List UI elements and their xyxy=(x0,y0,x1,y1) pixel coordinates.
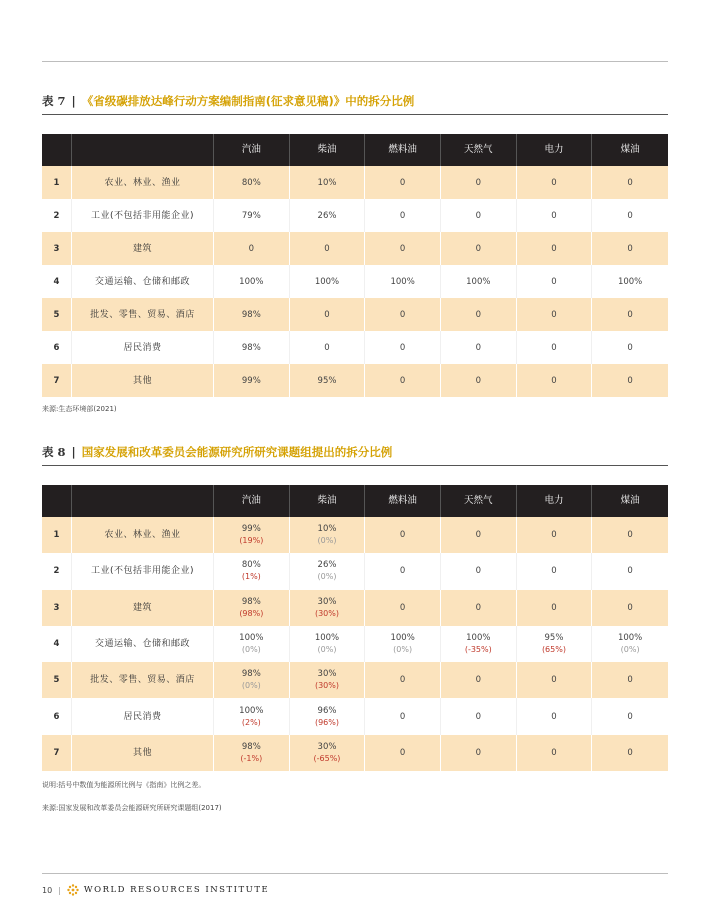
footer xyxy=(42,883,269,897)
cell-value: 0 xyxy=(551,243,557,254)
column-header: 柴油 xyxy=(290,485,366,517)
table8-note: 说明:括号中数值为能源所比例与《指南》比例之差。 xyxy=(42,781,206,789)
row-index: 2 xyxy=(42,553,72,589)
cell-difference: (1%) xyxy=(241,572,261,582)
value-cell xyxy=(365,553,441,589)
value-cell xyxy=(517,626,593,662)
cell-value: 98% xyxy=(241,741,261,752)
table-header-row xyxy=(42,485,668,517)
cell-value: 0 xyxy=(475,747,481,758)
column-header: 煤油 xyxy=(620,144,640,155)
value-cell xyxy=(441,298,517,331)
table7-caption xyxy=(42,93,414,109)
value-cell xyxy=(365,735,441,771)
value-cell xyxy=(214,735,290,771)
row-index: 5 xyxy=(42,662,72,698)
value-cell xyxy=(290,590,366,626)
header-sector-cell xyxy=(72,485,214,517)
table8-title: 国家发展和改革委员会能源研究所研究课题组提出的拆分比例 xyxy=(81,445,393,459)
cell-difference: (-35%) xyxy=(464,645,492,655)
cell-value: 0 xyxy=(551,276,557,287)
cell-difference: (0%) xyxy=(241,645,261,655)
value-cell xyxy=(290,232,366,265)
table-row xyxy=(42,662,668,698)
page-number: 10 xyxy=(42,885,53,895)
cell-value: 98% xyxy=(241,342,261,353)
header-index-cell xyxy=(42,485,72,517)
column-header: 汽油 xyxy=(214,485,290,517)
row-sector: 工业(不包括非用能企业) xyxy=(72,553,214,589)
cell-value: 0 xyxy=(324,309,330,320)
cell-value: 0 xyxy=(399,711,406,722)
cell-value: 98% xyxy=(241,669,261,680)
cell-value: 80% xyxy=(241,177,261,188)
row-sector: 其他 xyxy=(72,735,214,771)
value-cell xyxy=(365,698,441,734)
value-cell xyxy=(441,166,517,199)
value-cell xyxy=(517,735,593,771)
cell-value: 96% xyxy=(317,705,337,716)
table-row xyxy=(42,626,668,662)
header-index-cell xyxy=(42,134,72,166)
cell-value: 100% xyxy=(239,633,264,644)
table-row xyxy=(42,265,668,298)
cell-value: 100% xyxy=(617,633,643,644)
value-cell xyxy=(441,265,517,298)
value-cell xyxy=(592,298,668,331)
cell-value: 30% xyxy=(317,669,337,680)
value-cell xyxy=(290,626,366,662)
value-cell xyxy=(365,298,441,331)
row-sector: 农业、林业、渔业 xyxy=(72,166,214,199)
value-cell xyxy=(592,331,668,364)
cell-value: 0 xyxy=(399,675,406,686)
column-header: 燃料油 xyxy=(365,134,441,166)
cell-value: 99% xyxy=(241,375,261,386)
value-cell xyxy=(214,331,290,364)
table7-label: 表 7 xyxy=(42,94,66,108)
cell-value: 0 xyxy=(399,243,406,254)
value-cell xyxy=(517,298,593,331)
table8-caption xyxy=(42,444,392,460)
row-sector: 工业(不包括非用能企业) xyxy=(72,199,214,232)
cell-value: 0 xyxy=(475,530,481,541)
table-row xyxy=(42,331,668,364)
value-cell xyxy=(592,553,668,589)
cell-value: 0 xyxy=(627,177,633,188)
cell-value: 0 xyxy=(627,711,633,722)
cell-value: 0 xyxy=(399,747,406,758)
value-cell xyxy=(365,364,441,397)
cell-value: 0 xyxy=(551,530,557,541)
row-sector: 批发、零售、贸易、酒店 xyxy=(72,298,214,331)
cell-value: 0 xyxy=(551,747,557,758)
table-row xyxy=(42,553,668,589)
value-cell xyxy=(214,364,290,397)
cell-difference: (65%) xyxy=(541,645,566,655)
cell-value: 100% xyxy=(466,276,491,287)
cell-value: 98% xyxy=(241,309,261,320)
cell-value: 0 xyxy=(399,602,406,613)
cell-value: 0 xyxy=(627,342,633,353)
column-header: 柴油 xyxy=(290,134,366,166)
cell-difference: (2%) xyxy=(241,717,261,727)
cell-value: 0 xyxy=(551,309,557,320)
cell-difference: (0%) xyxy=(241,681,261,691)
value-cell xyxy=(290,199,366,232)
cell-value: 0 xyxy=(627,675,633,686)
value-cell xyxy=(214,166,290,199)
header-sector-cell xyxy=(72,134,214,166)
table-row xyxy=(42,590,668,626)
value-cell xyxy=(365,517,441,553)
value-cell xyxy=(441,735,517,771)
value-cell xyxy=(290,298,366,331)
cell-value: 26% xyxy=(317,210,337,221)
cell-value: 0 xyxy=(551,375,557,386)
table-row xyxy=(42,698,668,734)
value-cell xyxy=(365,199,441,232)
cell-value: 0 xyxy=(248,243,255,254)
table7 xyxy=(42,134,668,397)
cell-difference: (0%) xyxy=(393,645,413,655)
row-index: 7 xyxy=(42,735,72,771)
cell-value: 0 xyxy=(399,210,406,221)
cell-value: 0 xyxy=(475,602,481,613)
cell-value: 0 xyxy=(627,566,633,577)
value-cell xyxy=(592,735,668,771)
value-cell xyxy=(592,166,668,199)
value-cell xyxy=(592,626,668,662)
column-header: 汽油 xyxy=(214,134,290,166)
column-header: 电力 xyxy=(517,485,593,517)
cell-value: 100% xyxy=(314,633,340,644)
value-cell xyxy=(592,265,668,298)
cell-value: 10% xyxy=(317,177,337,188)
cell-value: 0 xyxy=(627,602,633,613)
cell-value: 0 xyxy=(475,210,481,221)
value-cell xyxy=(517,166,593,199)
value-cell xyxy=(290,331,366,364)
organization-name: WORLD RESOURCES INSTITUTE xyxy=(83,885,270,895)
table-row xyxy=(42,199,668,232)
cell-value: 0 xyxy=(475,342,481,353)
cell-value: 10% xyxy=(317,524,337,535)
table-row xyxy=(42,517,668,553)
value-cell xyxy=(517,553,593,589)
row-index: 4 xyxy=(42,626,72,662)
row-index: 7 xyxy=(42,364,72,397)
value-cell xyxy=(592,199,668,232)
value-cell xyxy=(214,265,290,298)
cell-difference: (30%) xyxy=(314,681,339,691)
row-sector: 交通运输、仓储和邮政 xyxy=(72,265,214,298)
value-cell xyxy=(517,517,593,553)
cell-value: 0 xyxy=(475,309,481,320)
cell-value: 100% xyxy=(314,276,340,287)
cell-value: 0 xyxy=(627,375,633,386)
table7-source: 来源:生态环境部(2021) xyxy=(42,405,117,413)
footer-rule xyxy=(42,873,668,874)
value-cell xyxy=(441,331,517,364)
cell-value: 79% xyxy=(241,210,261,221)
cell-difference: (0%) xyxy=(317,645,337,655)
cell-value: 100% xyxy=(390,276,415,287)
table-row xyxy=(42,735,668,771)
cell-value: 0 xyxy=(399,530,406,541)
cell-value: 0 xyxy=(551,210,557,221)
row-index: 1 xyxy=(42,517,72,553)
cell-value: 0 xyxy=(475,675,481,686)
row-sector: 批发、零售、贸易、酒店 xyxy=(72,662,214,698)
value-cell xyxy=(214,517,290,553)
table8 xyxy=(42,485,668,771)
cell-value: 0 xyxy=(475,711,481,722)
cell-value: 0 xyxy=(627,747,633,758)
cell-value: 0 xyxy=(475,243,481,254)
value-cell xyxy=(441,590,517,626)
footer-separator: | xyxy=(58,885,61,895)
cell-value: 0 xyxy=(475,177,481,188)
value-cell xyxy=(365,232,441,265)
cell-difference: (-1%) xyxy=(240,753,263,763)
value-cell xyxy=(290,265,366,298)
cell-value: 0 xyxy=(399,177,406,188)
cell-value: 100% xyxy=(239,276,264,287)
value-cell xyxy=(365,265,441,298)
table8-label: 表 8 xyxy=(42,445,66,459)
cell-difference: (0%) xyxy=(317,572,337,582)
value-cell xyxy=(441,662,517,698)
value-cell xyxy=(592,364,668,397)
caption-separator: | xyxy=(71,445,76,459)
table-row xyxy=(42,166,668,199)
value-cell xyxy=(290,698,366,734)
value-cell xyxy=(517,232,593,265)
cell-value: 98% xyxy=(241,596,261,607)
row-index: 5 xyxy=(42,298,72,331)
cell-value: 95% xyxy=(544,633,564,644)
column-header: 天然气 xyxy=(441,485,517,517)
cell-value: 30% xyxy=(317,741,337,752)
value-cell xyxy=(441,553,517,589)
cell-value: 0 xyxy=(551,177,557,188)
cell-value: 0 xyxy=(399,342,406,353)
row-sector: 其他 xyxy=(72,364,214,397)
cell-value: 80% xyxy=(241,560,261,571)
value-cell xyxy=(290,735,366,771)
value-cell xyxy=(441,626,517,662)
column-header: 煤油 xyxy=(620,495,640,506)
value-cell xyxy=(441,364,517,397)
cell-value: 100% xyxy=(239,705,264,716)
value-cell xyxy=(592,232,668,265)
row-index: 3 xyxy=(42,590,72,626)
value-cell xyxy=(441,698,517,734)
cell-value: 0 xyxy=(399,375,406,386)
table7-caption-underline xyxy=(42,114,668,115)
value-cell xyxy=(365,662,441,698)
value-cell xyxy=(290,517,366,553)
cell-value: 100% xyxy=(617,276,643,287)
cell-value: 0 xyxy=(324,342,330,353)
cell-difference: (19%) xyxy=(239,536,264,546)
value-cell xyxy=(214,553,290,589)
value-cell xyxy=(517,590,593,626)
value-cell xyxy=(517,364,593,397)
cell-difference: (30%) xyxy=(314,608,339,618)
value-cell xyxy=(365,166,441,199)
table-row xyxy=(42,298,668,331)
cell-value: 0 xyxy=(551,342,557,353)
row-sector: 农业、林业、渔业 xyxy=(72,517,214,553)
row-sector: 建筑 xyxy=(72,232,214,265)
cell-value: 0 xyxy=(324,243,330,254)
cell-value: 0 xyxy=(399,566,406,577)
cell-difference: (98%) xyxy=(239,608,264,618)
value-cell xyxy=(517,662,593,698)
value-cell xyxy=(592,662,668,698)
cell-value: 0 xyxy=(399,309,406,320)
row-index: 4 xyxy=(42,265,72,298)
value-cell xyxy=(214,199,290,232)
wri-logo-icon xyxy=(67,884,79,896)
table7-title: 《省级碳排放达峰行动方案编制指南(征求意见稿)》中的拆分比例 xyxy=(81,94,415,108)
cell-value: 99% xyxy=(241,524,261,535)
value-cell xyxy=(441,232,517,265)
value-cell xyxy=(290,662,366,698)
value-cell xyxy=(517,698,593,734)
cell-value: 30% xyxy=(317,596,337,607)
cell-value: 0 xyxy=(551,711,557,722)
column-header: 电力 xyxy=(517,134,593,166)
column-header: 燃料油 xyxy=(365,485,441,517)
column-header: 天然气 xyxy=(441,134,517,166)
value-cell xyxy=(365,590,441,626)
cell-value: 0 xyxy=(475,375,481,386)
row-index: 6 xyxy=(42,698,72,734)
cell-value: 100% xyxy=(390,633,415,644)
table-row xyxy=(42,364,668,397)
cell-value: 0 xyxy=(627,530,633,541)
value-cell xyxy=(214,626,290,662)
value-cell xyxy=(365,626,441,662)
cell-value: 0 xyxy=(551,602,557,613)
value-cell xyxy=(441,517,517,553)
value-cell xyxy=(592,590,668,626)
cell-value: 0 xyxy=(551,566,557,577)
cell-value: 0 xyxy=(551,675,557,686)
row-sector: 交通运输、仓储和邮政 xyxy=(72,626,214,662)
row-index: 6 xyxy=(42,331,72,364)
cell-value: 0 xyxy=(627,309,633,320)
value-cell xyxy=(214,298,290,331)
value-cell xyxy=(517,331,593,364)
row-index: 3 xyxy=(42,232,72,265)
cell-value: 0 xyxy=(627,210,633,221)
value-cell xyxy=(441,199,517,232)
row-sector: 居民消费 xyxy=(72,698,214,734)
cell-difference: (96%) xyxy=(314,717,339,727)
value-cell xyxy=(290,364,366,397)
cell-difference: (0%) xyxy=(620,645,640,655)
value-cell xyxy=(592,698,668,734)
top-rule xyxy=(42,61,668,62)
value-cell xyxy=(517,199,593,232)
value-cell xyxy=(290,166,366,199)
cell-difference: (-65%) xyxy=(313,753,341,763)
caption-separator: | xyxy=(71,94,76,108)
value-cell xyxy=(214,232,290,265)
cell-difference: (0%) xyxy=(317,536,337,546)
row-index: 1 xyxy=(42,166,72,199)
row-sector: 居民消费 xyxy=(72,331,214,364)
value-cell xyxy=(517,265,593,298)
cell-value: 95% xyxy=(317,375,337,386)
table8-source: 来源:国家发展和改革委员会能源研究所研究课题组(2017) xyxy=(42,804,222,812)
table8-caption-underline xyxy=(42,465,668,466)
value-cell xyxy=(214,590,290,626)
row-index: 2 xyxy=(42,199,72,232)
table-header-row xyxy=(42,134,668,166)
row-sector: 建筑 xyxy=(72,590,214,626)
value-cell xyxy=(365,331,441,364)
cell-value: 26% xyxy=(317,560,337,571)
table-row xyxy=(42,232,668,265)
cell-value: 0 xyxy=(627,243,633,254)
cell-value: 100% xyxy=(466,633,491,644)
cell-value: 0 xyxy=(475,566,481,577)
value-cell xyxy=(214,662,290,698)
value-cell xyxy=(592,517,668,553)
value-cell xyxy=(214,698,290,734)
value-cell xyxy=(290,553,366,589)
